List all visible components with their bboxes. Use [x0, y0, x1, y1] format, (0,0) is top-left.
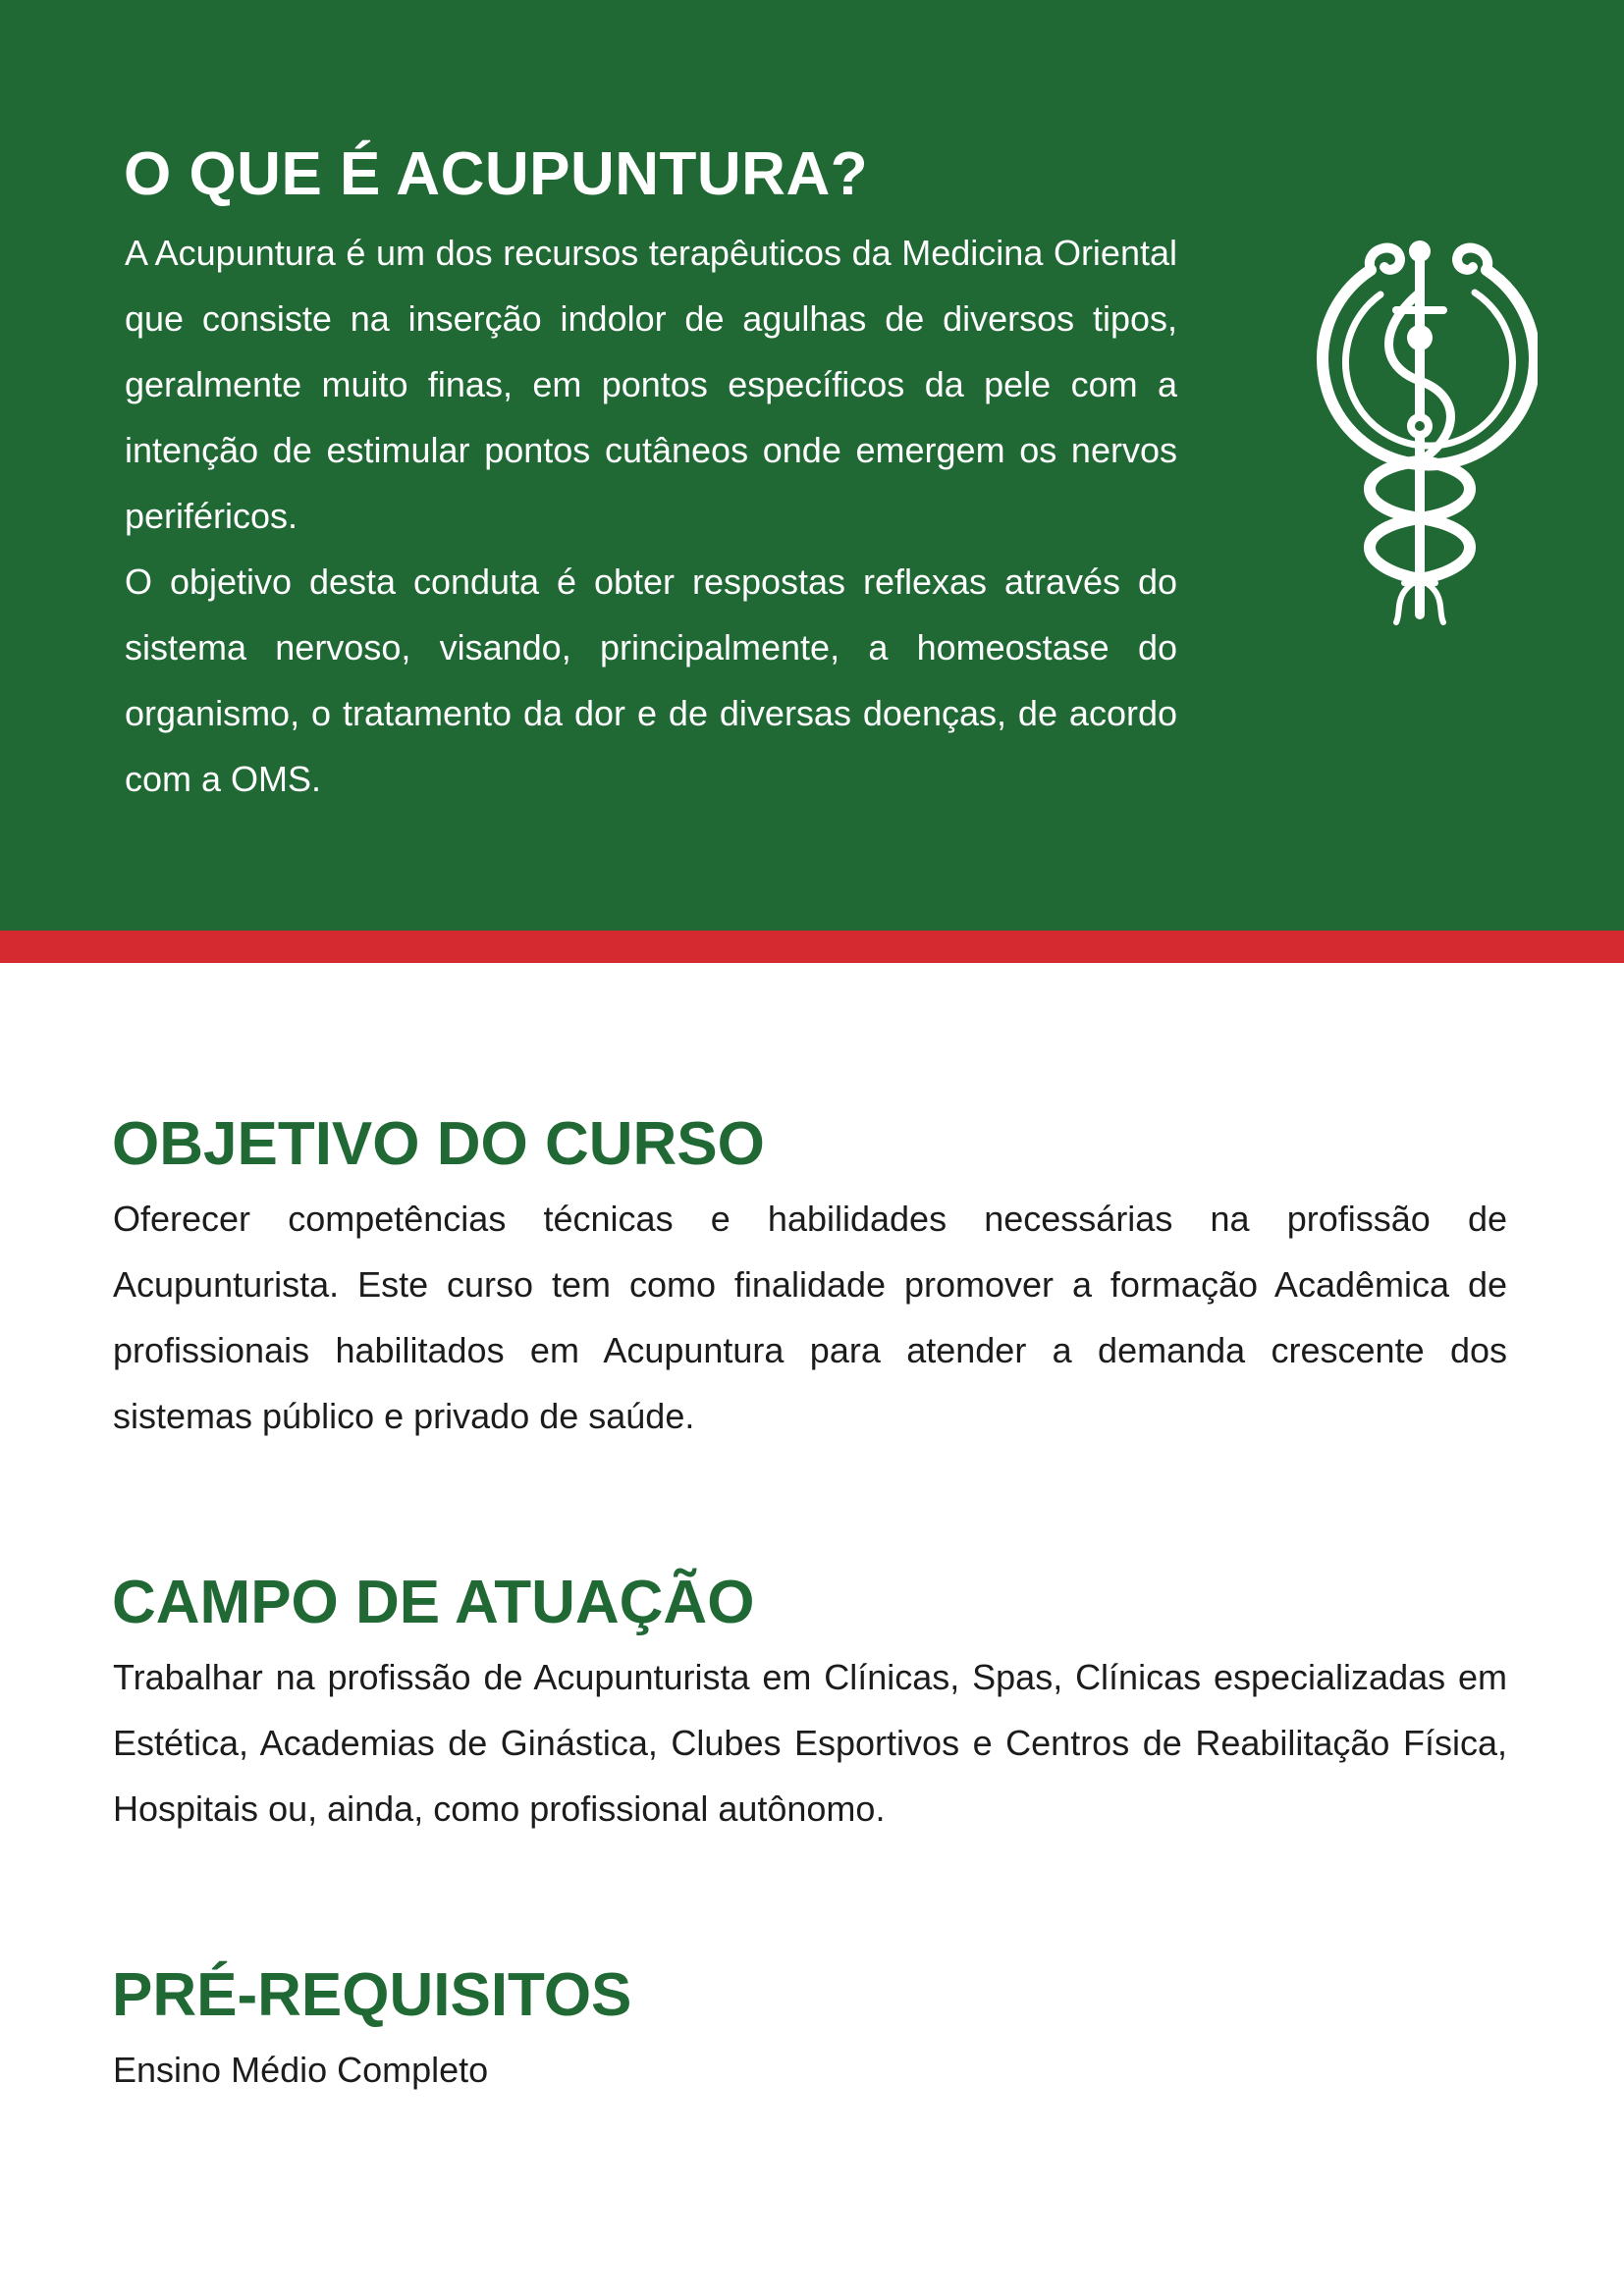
objetivo-title: OBJETIVO DO CURSO	[112, 1110, 765, 1178]
objetivo-text: Oferecer competências técnicas e habilidades necessárias na profissão de Acupunturista. Este curso tem como finalidade promover a formação Acadêmica de profissionais habilitados em Acupuntura para atender a demanda crescente dos sistemas público e privado de saúde.	[113, 1199, 1507, 1436]
hero-title: O QUE É ACUPUNTURA?	[124, 140, 869, 208]
prerequisitos-text: Ensino Médio Completo	[113, 2050, 489, 2090]
hero-paragraph-2: O objetivo desta conduta é obter respostas reflexas através do sistema nervoso, visando, principalmente, a homeostase do organismo, o tratamento da dor e de diversas doenças, de acordo com a OMS.	[125, 561, 1177, 799]
campo-text: Trabalhar na profissão de Acupunturista em Clínicas, Spas, Clínicas especializadas em Estética, Academias de Ginástica, Clubes Esportivos e Centros de Reabilitação Física, Hospitais ou, ainda, como profissional autônomo.	[113, 1657, 1507, 1829]
hero-description	[125, 220, 1177, 812]
prerequisitos-title: PRÉ-REQUISITOS	[112, 1961, 632, 2029]
caduceus-yin-yang-icon	[1302, 234, 1538, 626]
campo-title: CAMPO DE ATUAÇÃO	[112, 1569, 755, 1636]
red-divider-band	[0, 931, 1624, 963]
hero-paragraph-1: A Acupuntura é um dos recursos terapêuticos da Medicina Oriental que consiste na inserção indolor de agulhas de diversos tipos, geralmente muito finas, em pontos específicos da pele com a intenção de estimular pontos cutâneos onde emergem os nervos periféricos.	[125, 233, 1177, 536]
hero-banner	[0, 0, 1624, 931]
